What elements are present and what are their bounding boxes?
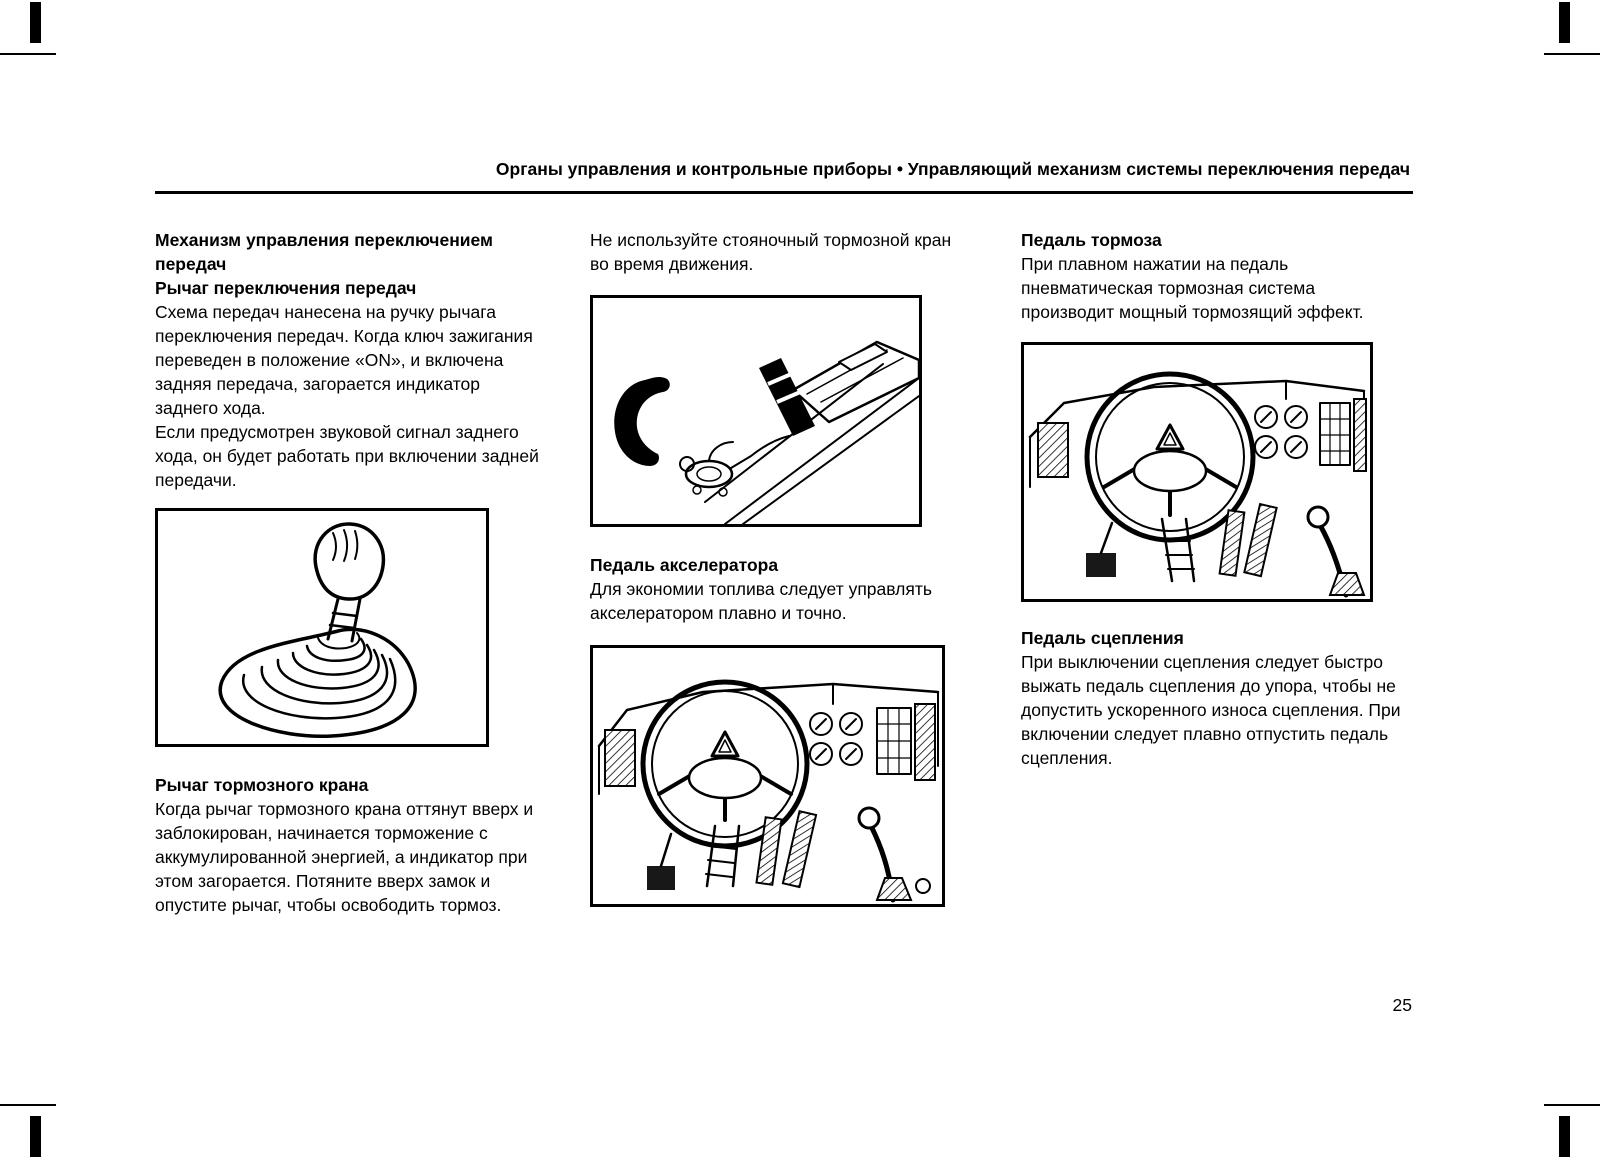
- page-number: 25: [1392, 995, 1412, 1015]
- parking-brake-valve-illustration: [593, 298, 919, 524]
- crop-mark-bottom-right: [1540, 1099, 1600, 1159]
- right-column: [1021, 228, 1411, 770]
- left-column: [155, 228, 547, 917]
- heading-gear-lever: Рычаг переключения передач: [155, 278, 417, 298]
- heading-gear-mechanism: Механизм управления переключением передач: [155, 230, 493, 274]
- para-reverse-signal: Если предусмотрен звуковой сигнал заднего хода, он будет работать при включении задней передачи.: [155, 422, 539, 490]
- figure-gear-shift: [155, 508, 489, 747]
- heading-brake-pedal: Педаль тормоза: [1021, 230, 1162, 250]
- gear-shift-lever-illustration: [158, 511, 486, 744]
- middle-column: [590, 228, 962, 907]
- heading-clutch-pedal: Педаль сцепления: [1021, 628, 1184, 648]
- para-clutch-pedal: При выключении сцепления следует быстро выжать педаль сцепления до упора, чтобы не допустить ускоренного износа сцепления. При включении следует плавно отпустить педаль сцепления.: [1021, 652, 1401, 768]
- crop-mark-top-right: [1540, 0, 1600, 60]
- para-gear-scheme: Схема передач нанесена на ручку рычага переключения передач. Когда ключ зажигания переведен в положение «ON», и включена задняя передача, загорается индикатор заднего хода.: [155, 302, 533, 418]
- steering-wheel-pedals-illustration: [593, 648, 942, 904]
- heading-brake-valve: Рычаг тормозного крана: [155, 775, 369, 795]
- figure-parking-brake: [590, 295, 922, 527]
- figure-brake-dashboard: [1021, 342, 1373, 602]
- page-header-title: Органы управления и контрольные приборы • Управляющий механизм системы переключения передач: [495, 159, 1410, 179]
- header-rule: [155, 191, 1413, 194]
- heading-accelerator: Педаль акселератора: [590, 555, 779, 575]
- para-brake-pedal: При плавном нажатии на педаль пневматическая тормозная система производит мощный тормозящий эффект.: [1021, 254, 1364, 322]
- para-parking-warning: Не используйте стояночный тормозной кран во время движения.: [590, 230, 952, 274]
- figure-accelerator-dashboard: [590, 645, 945, 907]
- para-accelerator: Для экономии топлива следует управлять акселератором плавно и точно.: [590, 579, 932, 623]
- steering-wheel-dashboard-illustration: [1024, 345, 1370, 599]
- crop-mark-bottom-left: [0, 1099, 60, 1159]
- para-brake-valve: Когда рычаг тормозного крана оттянут вверх и заблокирован, начинается торможение с аккумулированной энергией, а индикатор при этом загорается. Потяните вверх замок и опустите рычаг, чтобы освободить тормоз.: [155, 799, 534, 915]
- crop-mark-top-left: [0, 0, 60, 60]
